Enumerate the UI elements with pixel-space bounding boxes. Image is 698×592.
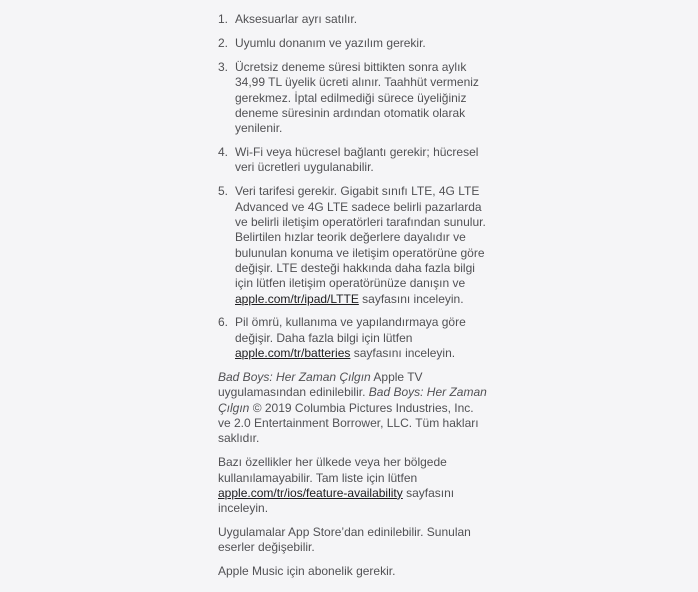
footnote-text: Uyumlu donanım ve yazılım gerekir. [235,35,426,50]
footnote-item [218,184,488,306]
footnote-text [235,315,488,361]
footnotes-section [218,12,488,588]
movie-title: Bad Boys: Her Zaman Çılgın [218,385,487,415]
bad-boys-note [218,370,488,446]
footnote-text: Ücretsiz deneme süresi bittikten sonra aylık 34,99 TL üyelik ücreti alınır. Taahhüt vermeniz gerekmez. İptal edilmediği sürece üyeliğiniz deneme süresinin ardından otomatik olarak yenilenir. [235,59,479,136]
footnote-number: 4. [218,145,229,160]
footnote-text: Aksesuarlar ayrı satılır. [235,12,358,26]
footnote-text [235,184,488,306]
feature-availability-note [218,455,488,516]
feature-availability-link[interactable]: apple.com/tr/ios/feature-availability [218,485,403,500]
ipad-lte-link[interactable]: apple.com/tr/ipad/LTTE [235,291,359,306]
footnote-number: 5. [218,184,229,199]
footnote-item [218,12,488,27]
app-store-note: Uygulamalar App Store’dan edinilebilir. Sunulan eserler değişebilir. [218,525,471,555]
footnote-number: 2. [218,35,229,50]
note-text: sayfasını inceleyin. [218,485,455,516]
footnote-item [218,145,488,176]
footnote-item [218,60,488,136]
footnote-item [218,36,488,51]
footnote-number: 6. [218,315,229,330]
movie-title: Bad Boys: Her Zaman Çılgın [218,370,371,385]
footnote-text-part: sayfasını inceleyin. [358,291,464,306]
footnote-number: 1. [218,12,229,26]
footnote-text-part: sayfasını inceleyin. [350,346,456,361]
footnote-text: Wi-Fi veya hücresel bağlantı gerekir; hücresel veri ücretleri uygulanabilir. [235,145,479,175]
note-text: © 2019 Columbia Pictures Industries, Inc. ve 2.0 Entertainment Borrower, LLC. Tüm hakları saklıdır. [218,400,479,446]
footnote-text-part: Veri tarifesi gerekir. Gigabit sınıfı LTE, 4G LTE Advanced ve 4G LTE sadece belirli pazarlarda ve belirli iletişim operatörleri tarafından sunulur. Belirtilen hızlar teorik değerlere dayalıdır ve bulunulan konuma ve iletişim operatörüne göre değişir. LTE desteği hakkında daha fazla bilgi için lütfen iletişim operatörünüze danışın ve [235,184,486,291]
footnote-item [218,315,488,361]
footnote-text-part: Pil ömrü, kullanıma ve yapılandırmaya göre değişir. Daha fazla bilgi için lütfen [235,315,466,345]
footnote-list [218,12,488,361]
apple-music-note: Apple Music için abonelik gerekir. [218,564,396,579]
note-text: Apple TV uygulamasından edinilebilir. [218,370,423,400]
batteries-link[interactable]: apple.com/tr/batteries [235,346,351,361]
footnote-number: 3. [218,59,229,74]
note-text: Bazı özellikler her ülkede veya her bölgede kullanılamayabilir. Tam liste için lütfen [218,455,447,485]
